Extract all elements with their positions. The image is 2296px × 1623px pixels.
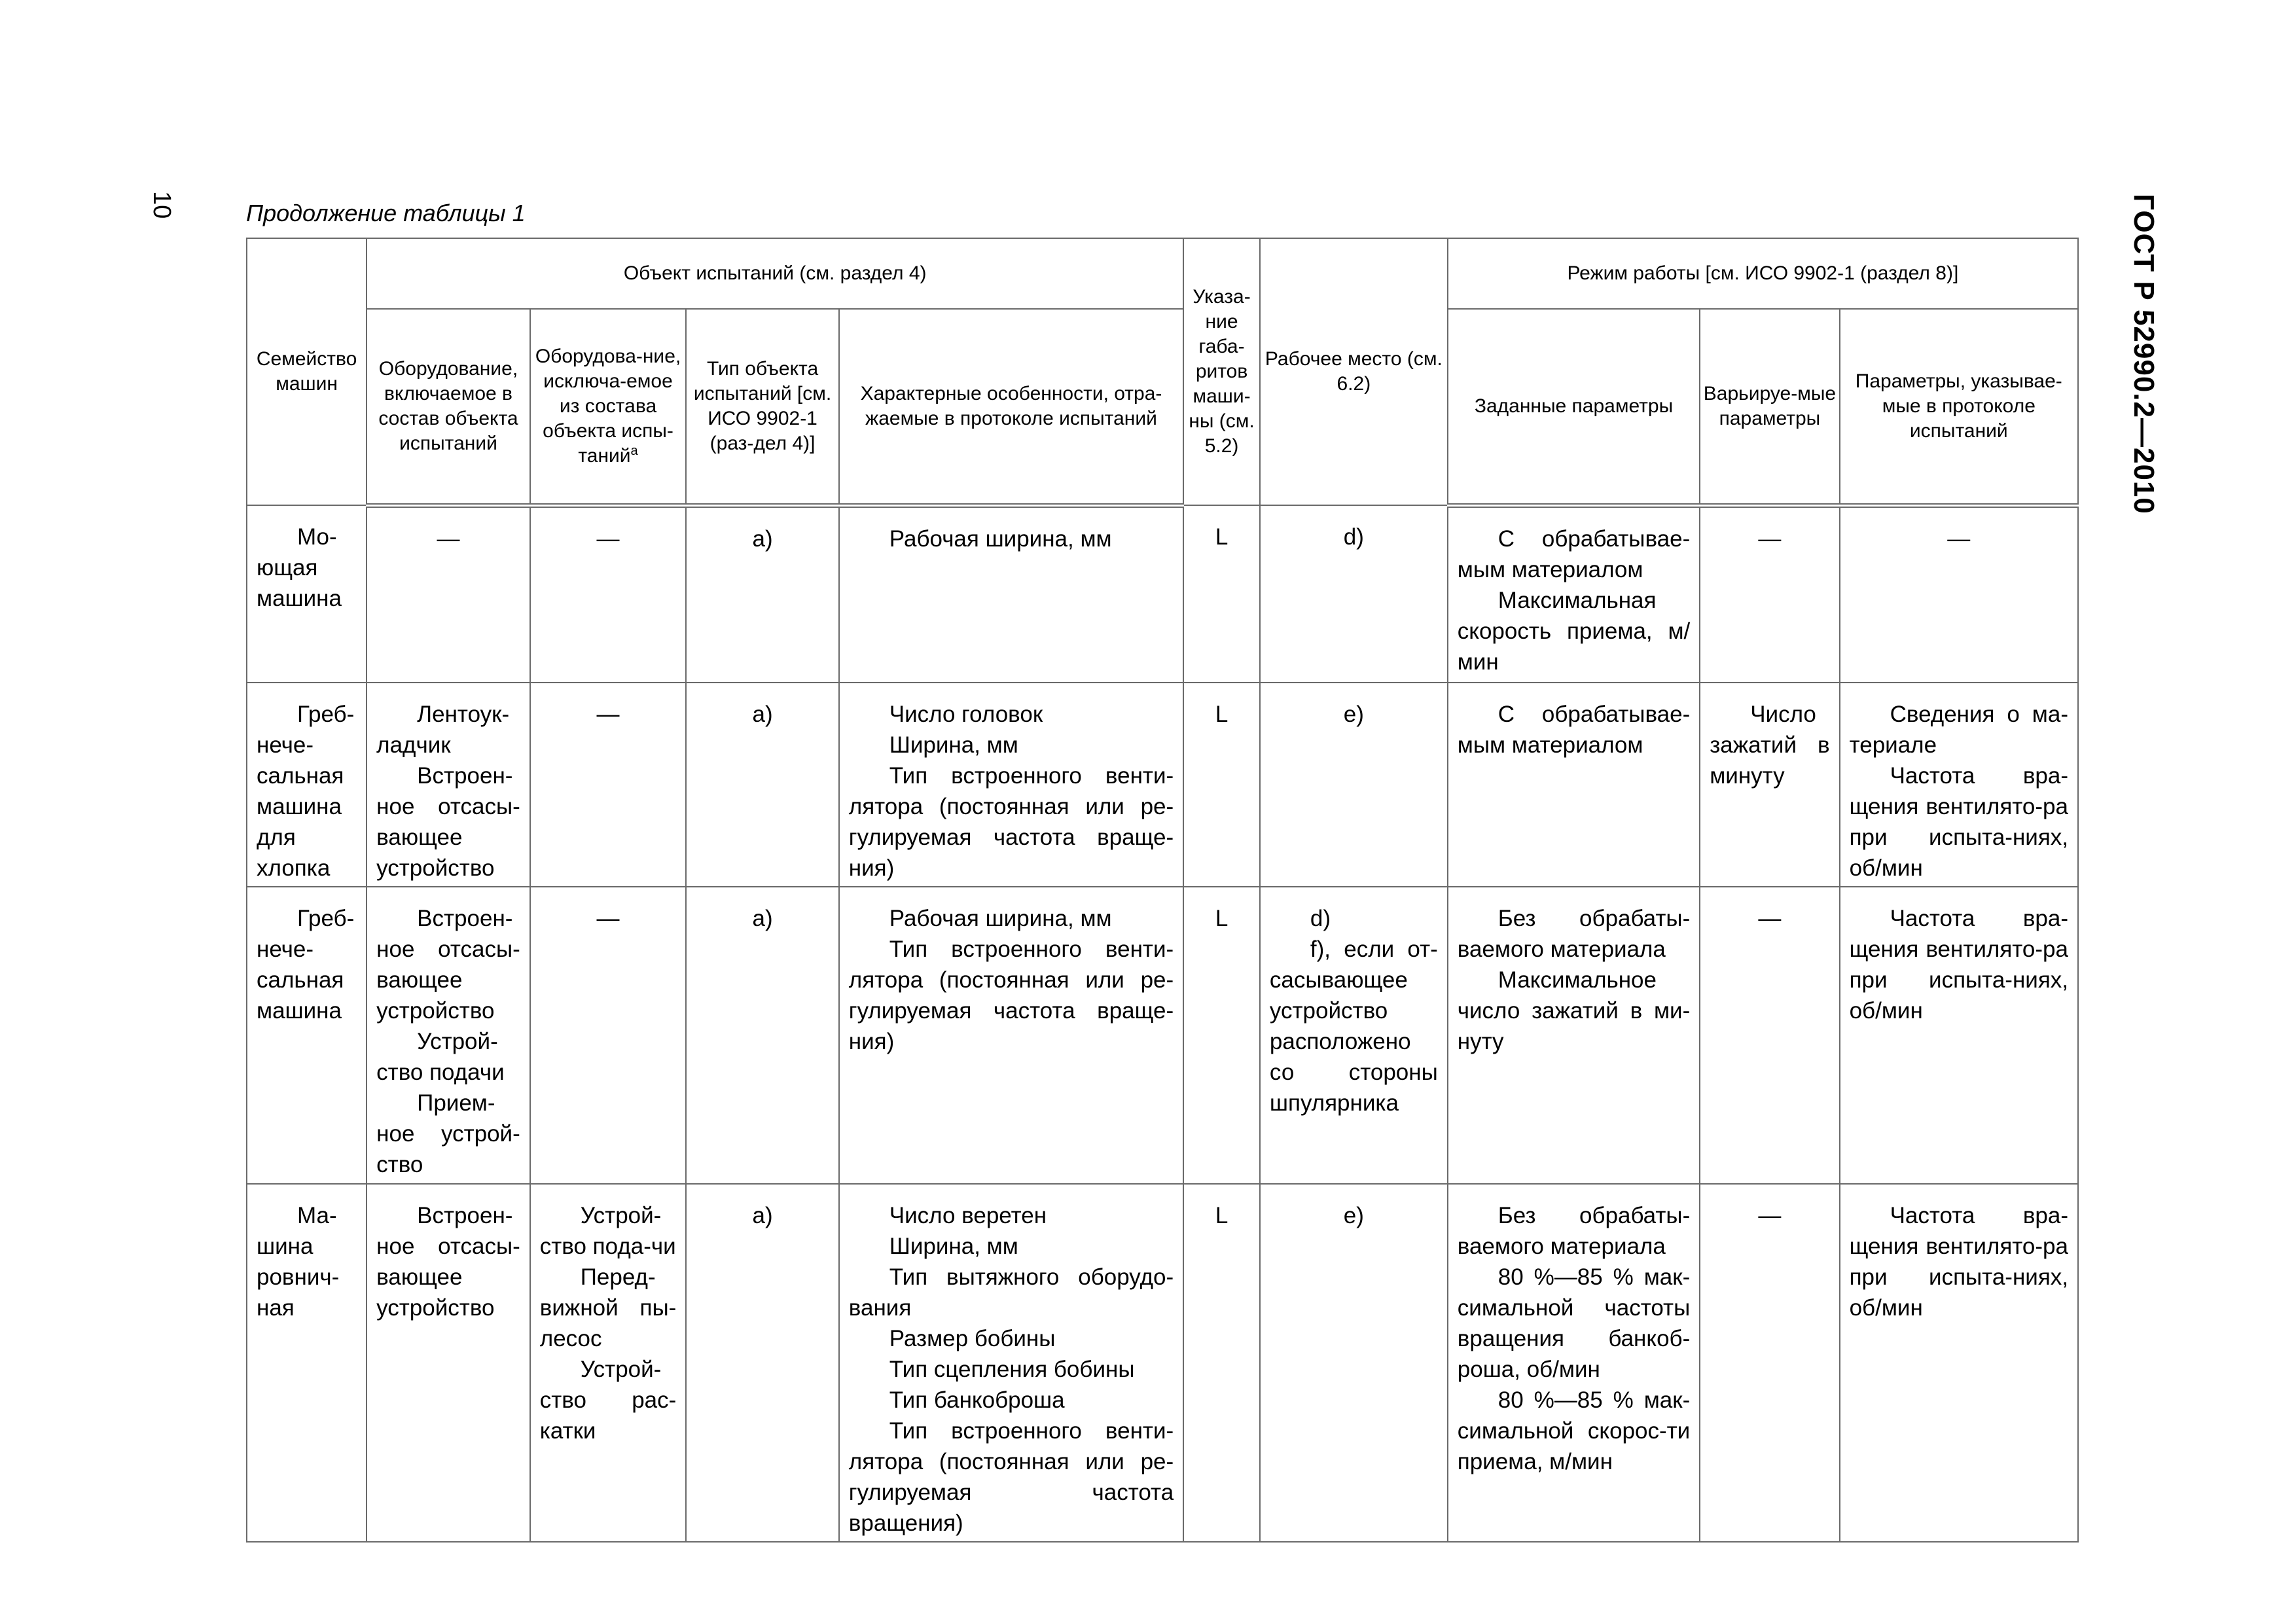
included-line: Встроен-ное отсасы-вающее устройство	[376, 762, 520, 881]
excluded-line: Устрой-ство пода-чи	[539, 1202, 676, 1259]
cell-type: a)	[686, 1184, 839, 1542]
table-row	[247, 683, 2078, 887]
feature-line: Ширина, мм	[889, 732, 1018, 758]
header-object-type: Тип объекта испытаний [см. ИСО 9902-1 (раз-дел 4)]	[686, 309, 839, 505]
header-dimensions: Указа-ние габа-ритов маши-ны (см. 5.2)	[1183, 238, 1260, 505]
feature-line: Число головок	[889, 701, 1043, 727]
cell-excluded: —	[530, 505, 687, 683]
set-param-line: С обрабатывае-мым материалом	[1457, 701, 1691, 758]
cell-workplace	[1260, 887, 1448, 1184]
set-param-line: Максимальная скорость приема, м/мин	[1457, 587, 1691, 675]
set-param-line: Без обрабаты-ваемого материала	[1457, 1202, 1691, 1259]
page-number: 10	[148, 191, 175, 219]
cell-type: a)	[686, 683, 839, 887]
feature-line: Тип банкоброша	[889, 1387, 1065, 1413]
workplace-line: f), если от-сасывающее устройство расположено со стороны шпулярника	[1269, 936, 1438, 1116]
table-caption: Продолжение таблицы 1	[246, 200, 526, 226]
report-param-line: Частота вра-щения вентилято-ра при испыта-ниях, об/мин	[1849, 762, 2068, 881]
workplace-line: d)	[1310, 905, 1331, 931]
cell-workplace: e)	[1260, 683, 1448, 887]
cell-var-params: Число зажатий в минуту	[1700, 683, 1839, 887]
cell-report-params	[1840, 887, 2078, 1184]
cell-features	[839, 505, 1183, 683]
feature-line: Число веретен	[889, 1202, 1047, 1228]
cell-var-params: —	[1700, 887, 1839, 1184]
cell-excluded	[530, 1184, 687, 1542]
cell-var-params: —	[1700, 1184, 1839, 1542]
cell-included	[367, 1184, 530, 1542]
cell-report-params	[1840, 1184, 2078, 1542]
header-set-params: Заданные параметры	[1448, 309, 1700, 505]
header-family: Семейство машин	[247, 238, 367, 505]
feature-line: Тип вытяжного оборудо-вания	[848, 1264, 1174, 1321]
set-param-line: 80 %—85 % мак-симальной частоты вращения банкоб-роша, об/мин	[1457, 1264, 1691, 1382]
cell-workplace: d)	[1260, 505, 1448, 683]
header-test-object: Объект испытаний (см. раздел 4)	[367, 238, 1183, 309]
cell-report-params	[1840, 683, 2078, 887]
cell-excluded: —	[530, 683, 687, 887]
report-param-line: Сведения о ма-териале	[1849, 701, 2068, 758]
header-features: Характерные особенности, отра-жаемые в протоколе испытаний	[839, 309, 1183, 505]
feature-line: Тип встроенного венти-лятора (постоянная или ре-гулируемая частота враще-ния)	[848, 936, 1174, 1054]
report-param-line: Частота вра-щения вентилято-ра при испыта-ниях, об/мин	[1849, 1202, 2068, 1321]
cell-included	[367, 683, 530, 887]
data-table	[246, 238, 2079, 1543]
cell-dims: L	[1183, 505, 1260, 683]
cell-excluded: —	[530, 887, 687, 1184]
cell-report-params: —	[1840, 505, 2078, 683]
excluded-line: Устрой-ство рас-катки	[539, 1356, 677, 1444]
included-line: Прием-ное устрой-ство	[376, 1090, 520, 1177]
cell-type: a)	[686, 505, 839, 683]
header-mode: Режим работы [см. ИСО 9902-1 (раздел 8)]	[1448, 238, 2078, 309]
cell-type: a)	[686, 887, 839, 1184]
header-var-params: Варьируе-мые параметры	[1700, 309, 1839, 505]
feature-line: Тип встроенного венти-лятора (постоянная или ре-гулируемая частота вращения)	[848, 1418, 1174, 1536]
table-row	[247, 887, 2078, 1184]
footnote-mark: a	[630, 443, 638, 458]
table-row	[247, 1184, 2078, 1542]
set-param-line: 80 %—85 % мак-симальной скорос-ти приема, м/мин	[1457, 1387, 1691, 1474]
header-workplace: Рабочее место (см. 6.2)	[1260, 238, 1448, 505]
report-param-line: Частота вра-щения вентилято-ра при испыта-ниях, об/мин	[1849, 905, 2068, 1024]
feature-line: Рабочая ширина, мм	[889, 526, 1112, 552]
feature-line: Тип встроенного венти-лятора (постоянная или ре-гулируемая частота враще-ния)	[848, 762, 1174, 881]
cell-set-params	[1448, 505, 1700, 683]
feature-line: Ширина, мм	[889, 1233, 1018, 1259]
cell-family: Греб-нече-сальная машина	[247, 887, 367, 1184]
cell-set-params	[1448, 887, 1700, 1184]
feature-line: Размер бобины	[889, 1325, 1056, 1351]
cell-features	[839, 683, 1183, 887]
cell-included	[367, 887, 530, 1184]
cell-family: Ма-шина ровнич-ная	[247, 1184, 367, 1542]
cell-set-params	[1448, 1184, 1700, 1542]
cell-workplace: e)	[1260, 1184, 1448, 1542]
cell-features	[839, 887, 1183, 1184]
standard-id: ГОСТ Р 52990.2—2010	[2128, 194, 2160, 514]
header-equipment-excluded-text: Оборудова-ние, исключа-емое из состава объекта испы-таний	[535, 345, 681, 467]
included-line: Встроен-ное отсасы-вающее устройство	[376, 1202, 520, 1321]
feature-line: Тип сцепления бобины	[889, 1356, 1135, 1382]
included-line: Устрой-ство подачи	[376, 1028, 505, 1085]
cell-features	[839, 1184, 1183, 1542]
cell-family: Греб-нече-сальная машина для хлопка	[247, 683, 367, 887]
cell-dims: L	[1183, 1184, 1260, 1542]
table-row	[247, 505, 2078, 683]
cell-dims: L	[1183, 683, 1260, 887]
cell-family: Мо-ющая машина	[247, 505, 367, 683]
included-line: Встроен-ное отсасы-вающее устройство	[376, 905, 520, 1024]
cell-set-params	[1448, 683, 1700, 887]
feature-line: Рабочая ширина, мм	[889, 905, 1112, 931]
cell-var-params: —	[1700, 505, 1839, 683]
cell-included: —	[367, 505, 530, 683]
set-param-line: Максимальное число зажатий в ми-нуту	[1457, 967, 1691, 1054]
excluded-line: Перед-вижной пы-лесос	[539, 1264, 677, 1351]
set-param-line: С обрабатывае-мым материалом	[1457, 526, 1691, 582]
header-report-params: Параметры, указывае-мые в протоколе испытаний	[1840, 309, 2078, 505]
header-equipment-included: Оборудование, включаемое в состав объекта испытаний	[367, 309, 530, 505]
set-param-line: Без обрабаты-ваемого материала	[1457, 905, 1691, 962]
included-line: Лентоук-ладчик	[376, 701, 510, 758]
header-equipment-excluded	[530, 309, 687, 505]
cell-dims: L	[1183, 887, 1260, 1184]
